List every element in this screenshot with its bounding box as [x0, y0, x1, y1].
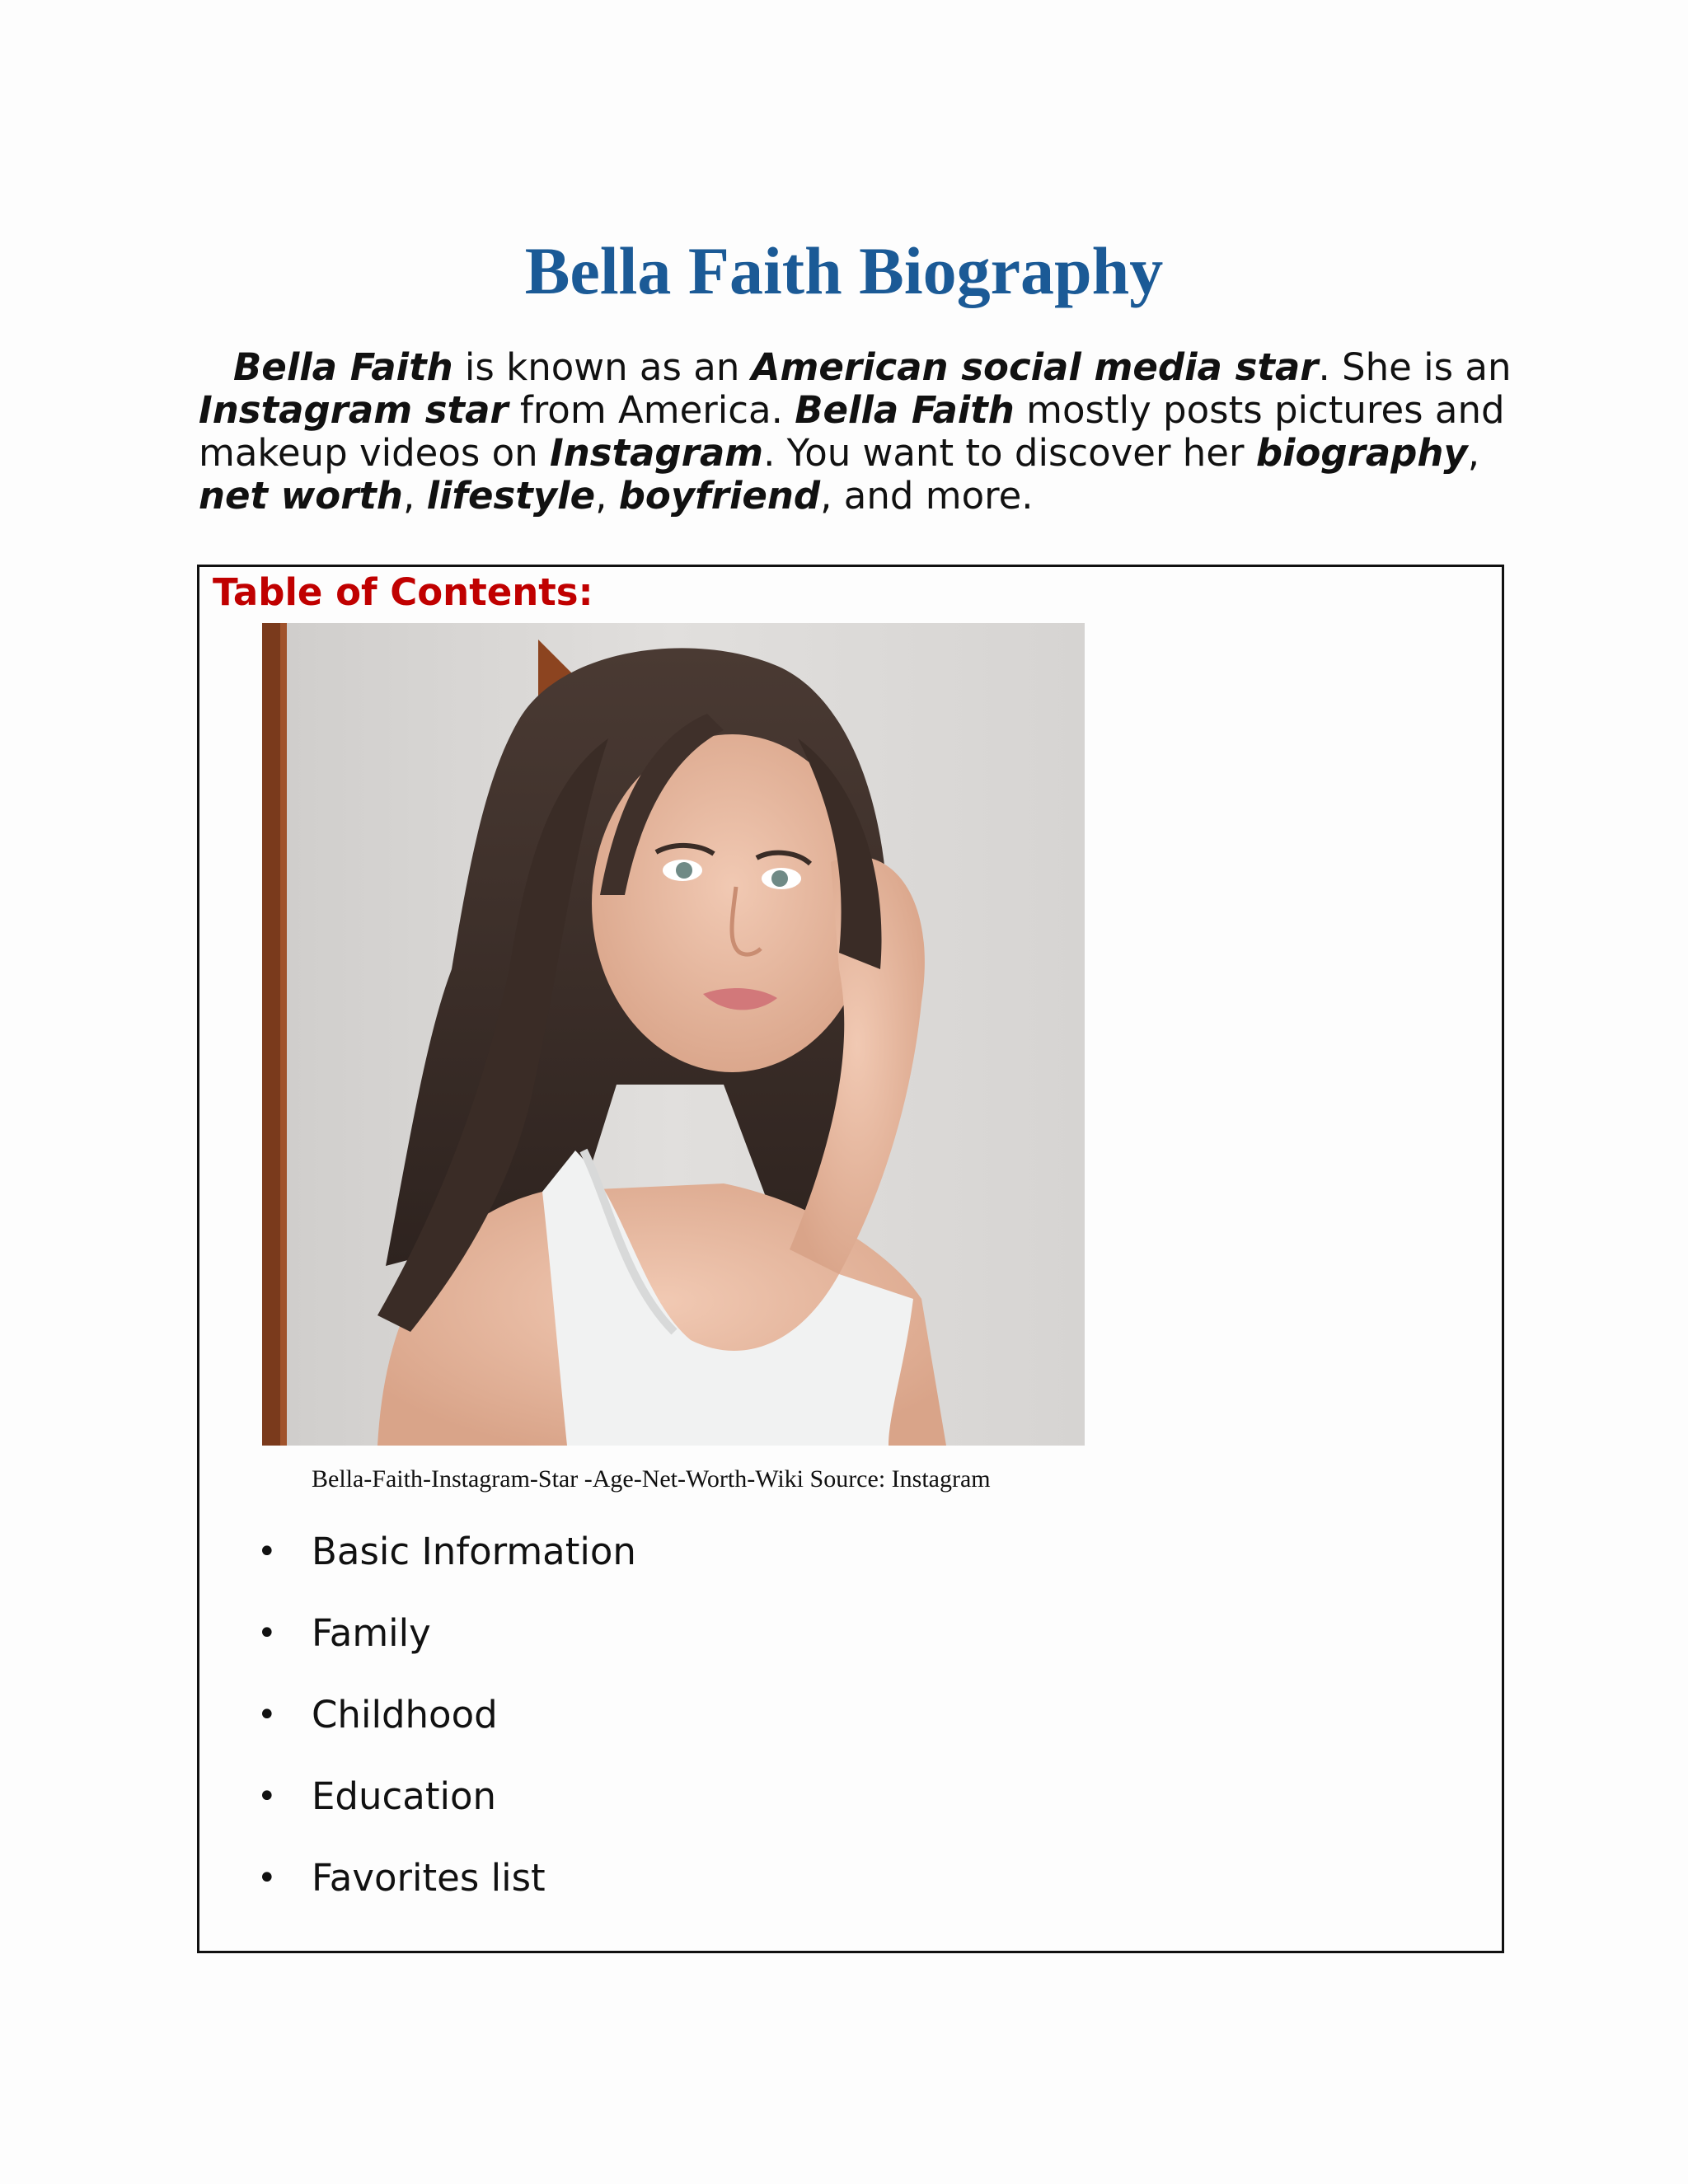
table-of-contents-box: [197, 565, 1504, 1953]
intro-text: , and more.: [820, 474, 1034, 518]
bullet-icon: •: [257, 1696, 277, 1734]
toc-item-label: Basic Information: [312, 1530, 636, 1573]
toc-heading: Table of Contents:: [213, 570, 593, 614]
intro-emphasis: Instagram star: [199, 388, 509, 432]
intro-text: ,: [402, 474, 427, 518]
intro-paragraph: [199, 346, 1517, 518]
photo-caption: Bella-Faith-Instagram-Star -Age-Net-Worth-Wiki Source: Instagram: [312, 1465, 991, 1493]
bullet-icon: •: [257, 1778, 277, 1816]
intro-emphasis: Bella Faith: [795, 388, 1015, 432]
intro-text: ,: [595, 474, 619, 518]
bullet-icon: •: [257, 1859, 277, 1897]
intro-emphasis: net worth: [199, 474, 403, 518]
toc-item-label: Education: [312, 1774, 497, 1818]
intro-text: ,: [1467, 431, 1480, 475]
toc-item-label: Favorites list: [312, 1856, 546, 1900]
toc-item-label: Family: [312, 1611, 431, 1655]
intro-emphasis: Instagram: [549, 431, 764, 475]
profile-photo: [262, 623, 1085, 1446]
bullet-icon: •: [257, 1533, 277, 1571]
toc-item-label: Childhood: [312, 1693, 498, 1736]
intro-text: is known as an: [452, 345, 752, 389]
intro-text: mostly posts pictures and makeup videos on: [199, 388, 1505, 475]
intro-text: . She is an: [1318, 345, 1512, 389]
intro-text: from America.: [508, 388, 795, 432]
bullet-icon: •: [257, 1615, 277, 1652]
intro-emphasis: lifestyle: [426, 474, 596, 518]
intro-emphasis: biography: [1255, 431, 1468, 475]
intro-emphasis: boyfriend: [618, 474, 821, 518]
intro-emphasis: American social media star: [751, 345, 1319, 389]
page-title: Bella Faith Biography: [524, 233, 1164, 308]
intro-text: . You want to discover her: [763, 431, 1256, 475]
intro-emphasis: Bella Faith: [233, 345, 453, 389]
